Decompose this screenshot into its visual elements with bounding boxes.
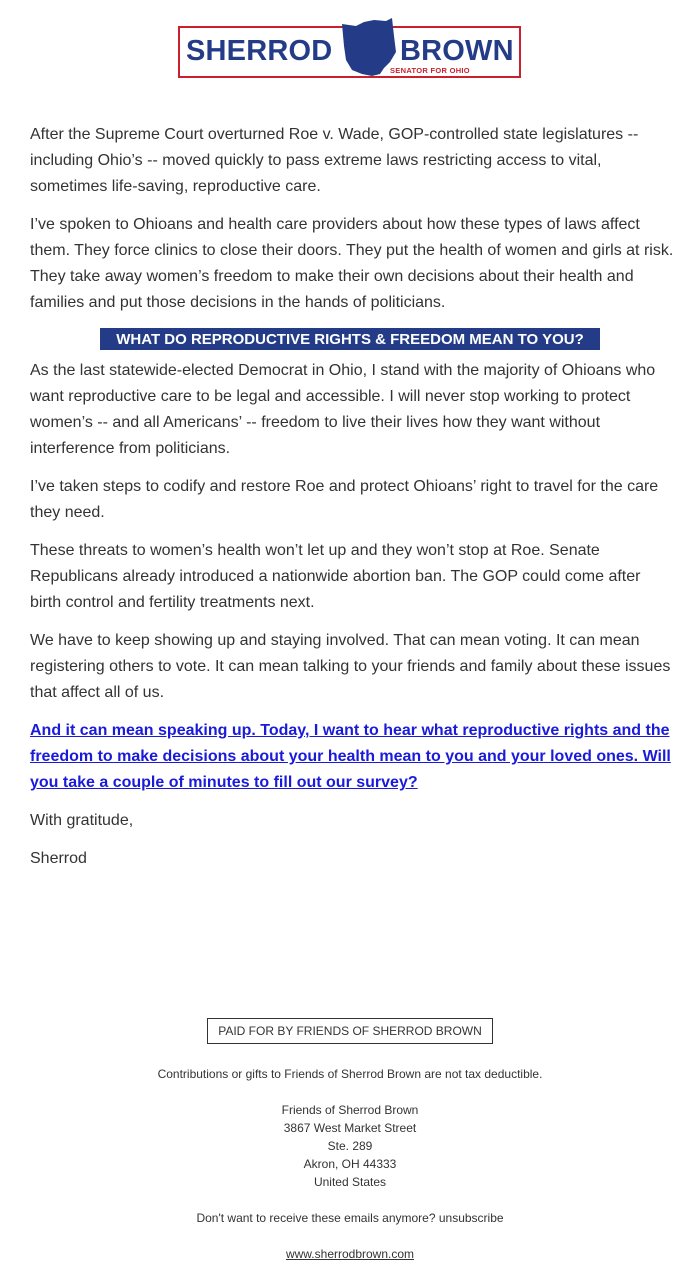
address-country: United States [313, 1175, 387, 1189]
address-street: 3867 West Market Street [283, 1121, 417, 1135]
unsubscribe-line[interactable]: Don't want to receive these emails anymore? unsubscribe [196, 1211, 504, 1225]
logo-name-first: SHERROD [186, 35, 333, 67]
section-banner: WHAT DO REPRODUCTIVE RIGHTS & FREEDOM MEAN TO YOU? [100, 328, 600, 350]
survey-link[interactable]: And it can mean speaking up. Today, I want to hear what reproductive rights and the freedom to make decisions about your health mean to you and your loved ones. Will you take a couple of minutes to fill out our survey? [30, 722, 671, 791]
email-footer [0, 1018, 700, 1263]
paragraph-3: As the last statewide-elected Democrat in Ohio, I stand with the majority of Ohioans who want reproductive care to be legal and accessible. I will never stop working to protect women’s -- and all Americans’ -- freedom to live their lives how they want without interference from politicians. [30, 362, 656, 457]
campaign-logo[interactable] [178, 26, 521, 78]
logo-name-last: BROWN [400, 35, 514, 67]
address-org: Friends of Sherrod Brown [281, 1103, 419, 1117]
address-suite: Ste. 289 [327, 1139, 373, 1153]
website-link[interactable]: www.sherrodbrown.com [285, 1247, 415, 1261]
email-header [0, 14, 700, 78]
paragraph-6: We have to keep showing up and staying involved. That can mean voting. It can mean registering others to vote. It can mean talking to your friends and family about these issues that affect all of us. [30, 632, 671, 701]
paragraph-2: I’ve spoken to Ohioans and health care providers about how these types of laws affect them. They force clinics to close their doors. They put the health of women and girls at risk. They take away women’s freedom to make their own decisions about their health and families and put those decisions in the hands of politicians. [30, 216, 674, 311]
email-body [30, 122, 675, 884]
paid-for-box: PAID FOR BY FRIENDS OF SHERROD BROWN [207, 1018, 493, 1044]
closing-line: With gratitude, [30, 812, 134, 829]
paragraph-5: These threats to women’s health won’t let up and they won’t stop at Roe. Senate Republicans already introduced a nationwide abortion ban. The GOP could come after birth control and fertility treatments next. [30, 542, 641, 611]
paragraph-4: I’ve taken steps to codify and restore Roe and protect Ohioans’ right to travel for the care they need. [30, 478, 659, 521]
signature: Sherrod [30, 850, 87, 867]
logo-tagline: SENATOR FOR OHIO [390, 66, 470, 75]
address-city: Akron, OH 44333 [303, 1157, 397, 1171]
tax-note: Contributions or gifts to Friends of Sherrod Brown are not tax deductible. [157, 1067, 543, 1081]
paragraph-1: After the Supreme Court overturned Roe v. Wade, GOP-controlled state legislatures -- including Ohio’s -- moved quickly to pass extreme laws restricting access to vital, sometimes life-saving, reproductive care. [30, 126, 639, 195]
